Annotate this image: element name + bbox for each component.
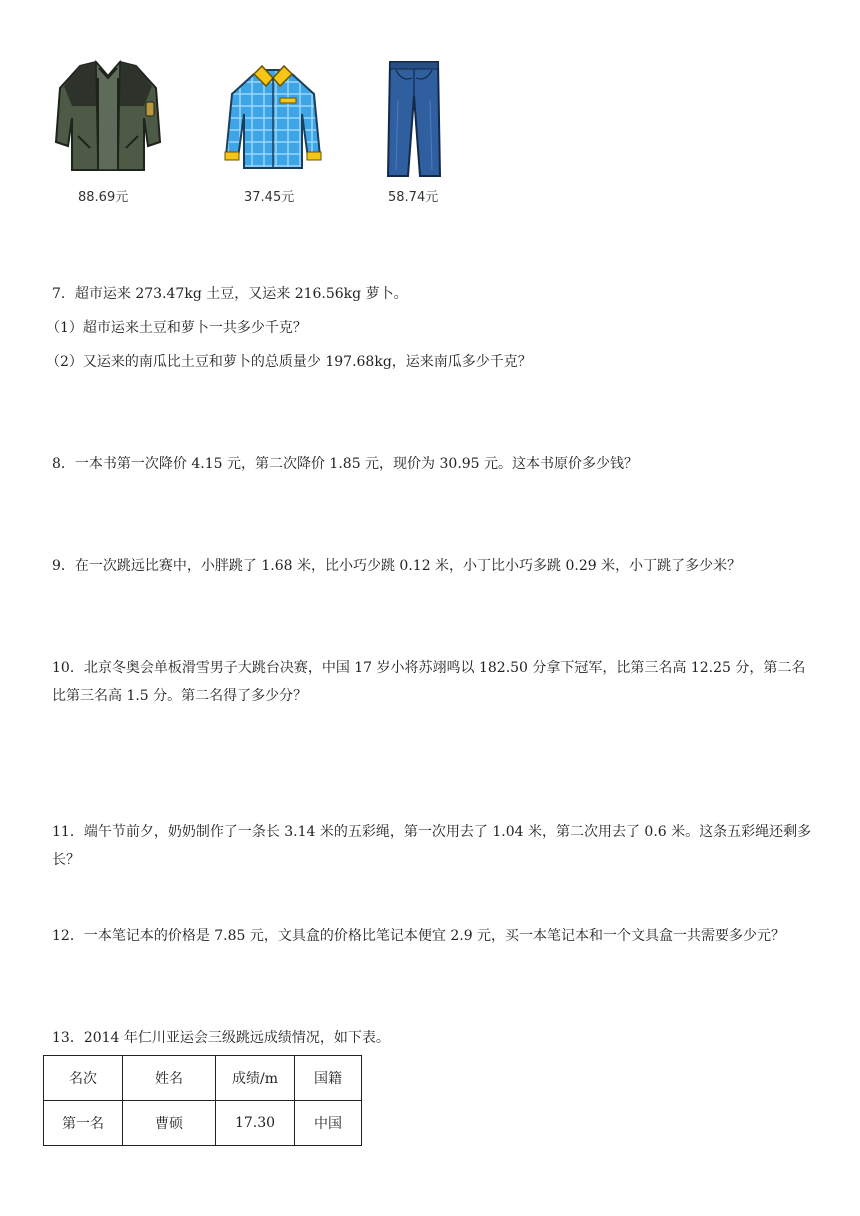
shirt-price: 37.45元 xyxy=(244,190,295,205)
jeans-image xyxy=(386,60,442,178)
question-9: 9．在一次跳远比赛中，小胖跳了 1.68 米，比小巧少跳 0.12 米，小丁比小巧多跳 0.29 米，小丁跳了多少米？ xyxy=(52,558,742,574)
jacket-price: 88.69元 xyxy=(78,190,129,205)
cell-rank: 第一名 xyxy=(44,1101,123,1146)
question-7-part-2: （2）又运来的南瓜比土豆和萝卜的总质量少 197.68kg，运来南瓜多少千克？ xyxy=(46,354,532,370)
question-7-part-1: （1）超市运来土豆和萝卜一共多少千克？ xyxy=(46,320,307,336)
question-10: 10．北京冬奥会单板滑雪男子大跳台决赛，中国 17 岁小将苏翊鸣以 182.50 分拿下冠军，比第三名高 12.25 分，第二名比第三名高 1.5 分。第二名得了多少分？ xyxy=(52,660,806,704)
header-score: 成绩/m xyxy=(216,1056,295,1101)
cell-score: 17.30 xyxy=(216,1101,295,1146)
question-7: 7．超市运来 273.47kg 土豆，又运来 216.56kg 萝卜。 xyxy=(52,286,408,302)
cell-nationality: 中国 xyxy=(295,1101,362,1146)
cell-name: 曹硕 xyxy=(123,1101,216,1146)
question-8: 8．一本书第一次降价 4.15 元，第二次降价 1.85 元，现价为 30.95 元。这本书原价多少钱？ xyxy=(52,456,639,472)
shirt-icon xyxy=(222,64,324,170)
header-rank: 名次 xyxy=(44,1056,123,1101)
results-table xyxy=(43,1055,362,1146)
jeans-icon xyxy=(386,60,442,178)
shirt-image xyxy=(222,64,324,170)
question-13: 13．2014 年仁川亚运会三级跳远成绩情况，如下表。 xyxy=(52,1030,390,1046)
question-11: 11．端午节前夕，奶奶制作了一条长 3.14 米的五彩绳，第一次用去了 1.04 米，第二次用去了 0.6 米。这条五彩绳还剩多长？ xyxy=(52,824,812,868)
table-header-row xyxy=(44,1056,362,1101)
table-row xyxy=(44,1101,362,1146)
header-nationality: 国籍 xyxy=(295,1056,362,1101)
question-12: 12．一本笔记本的价格是 7.85 元，文具盒的价格比笔记本便宜 2.9 元，买一本笔记本和一个文具盒一共需要多少元？ xyxy=(52,928,786,944)
jacket-image xyxy=(52,58,164,178)
jacket-icon xyxy=(52,58,164,178)
header-name: 姓名 xyxy=(123,1056,216,1101)
jeans-price: 58.74元 xyxy=(388,190,439,205)
